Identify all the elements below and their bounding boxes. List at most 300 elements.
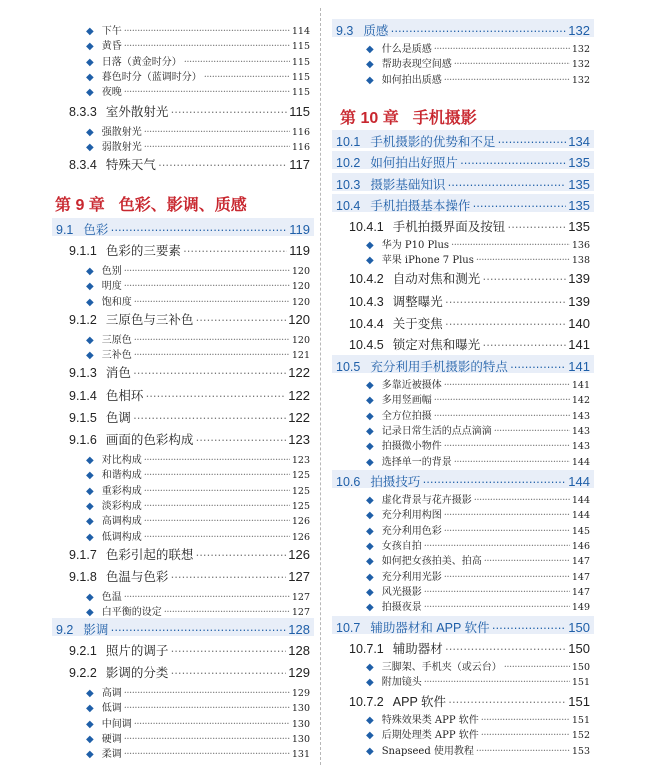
toc-subsection [52, 241, 310, 259]
column-divider [320, 8, 321, 765]
entry-number: 10.7.2 [349, 695, 384, 709]
entry-title: 后期处理类 APP 软件 [381, 730, 479, 742]
leader-dots [134, 335, 290, 345]
leader-dots [444, 380, 570, 390]
entry-number: 9.1.6 [69, 433, 97, 447]
leader-dots [472, 199, 566, 212]
entry-title: 多用竖画幅 [381, 395, 432, 407]
entry-number: 8.3.4 [69, 158, 97, 172]
toc-bullet-item [332, 537, 590, 552]
toc-bullet-item [332, 658, 590, 673]
diamond-bullet-icon: ◆ [86, 71, 94, 83]
page-number: 139 [568, 294, 590, 309]
toc-subsection [52, 663, 310, 681]
entry-title: 附加镜头 [381, 677, 422, 689]
entry-title: 摄影基础知识 [370, 178, 446, 192]
page-number: 151 [571, 715, 590, 726]
page-number: 150 [568, 641, 590, 656]
toc-bullet-item [52, 83, 310, 98]
entry-title: 色彩的三要素 [105, 244, 181, 258]
leader-dots [444, 526, 570, 536]
toc-bullet-item [52, 331, 310, 346]
toc-bullet-item [52, 123, 310, 138]
leader-dots [170, 666, 286, 679]
leader-dots [124, 26, 290, 36]
leader-dots [124, 688, 290, 698]
entry-title: 色温 [101, 592, 122, 603]
page-number: 121 [291, 350, 310, 362]
page-number: 130 [291, 733, 310, 745]
toc-bullet-item [332, 391, 590, 406]
leader-dots [124, 592, 290, 602]
leader-dots [110, 223, 287, 236]
page-number: 147 [571, 571, 590, 583]
entry-title: 华为 P10 Plus [381, 240, 450, 251]
entry-number: 10.4.1 [349, 220, 384, 234]
leader-dots [183, 244, 287, 257]
chapter-title: 手机摄影 [412, 110, 477, 127]
chapter-heading [340, 105, 477, 128]
entry-title: 充分利用色彩 [381, 525, 442, 537]
toc-section [332, 21, 590, 39]
page-number: 135 [568, 155, 590, 170]
entry-title: 暮色时分（蓝调时分） [101, 71, 202, 83]
leader-dots [170, 105, 287, 118]
page-number: 128 [288, 622, 310, 637]
entry-title: 对比构成 [101, 455, 142, 466]
entry-title: 画面的色彩构成 [105, 433, 194, 447]
entry-title: 如何拍出好照片 [370, 156, 458, 170]
entry-number: 10.4.3 [349, 295, 384, 309]
leader-dots [133, 366, 286, 379]
page-number: 142 [571, 395, 590, 407]
leader-dots [124, 266, 290, 276]
leader-dots [424, 541, 570, 551]
page-number: 122 [288, 410, 310, 425]
toc-subsection [332, 639, 590, 657]
toc-bullet-item [332, 407, 590, 422]
toc-subsection [332, 314, 590, 332]
diamond-bullet-icon: ◆ [366, 441, 374, 453]
entry-title: 拍摄技巧 [370, 475, 421, 489]
entry-title: Snapseed 使用教程 [381, 745, 474, 757]
diamond-bullet-icon: ◆ [366, 74, 374, 86]
toc-bullet-item [332, 71, 590, 86]
toc-section [332, 357, 590, 375]
entry-title: 和谐构成 [101, 470, 142, 482]
diamond-bullet-icon: ◆ [366, 240, 374, 251]
entry-title: 高调 [101, 688, 122, 699]
page-number: 132 [568, 23, 590, 38]
diamond-bullet-icon: ◆ [366, 677, 374, 689]
entry-title: 低调构成 [101, 531, 142, 543]
toc-subsection [52, 310, 310, 328]
entry-title: 三原色与三补色 [105, 313, 194, 327]
page-number: 115 [291, 56, 310, 68]
leader-dots [448, 695, 566, 708]
leader-dots [444, 441, 570, 451]
toc-section [332, 472, 590, 490]
entry-title: 手机拍摄界面及按钮 [392, 220, 506, 234]
diamond-bullet-icon: ◆ [366, 410, 374, 422]
toc-bullet-item [52, 528, 310, 543]
entry-title: 三原色 [101, 335, 132, 346]
diamond-bullet-icon: ◆ [366, 44, 374, 55]
leader-dots [492, 621, 567, 634]
diamond-bullet-icon: ◆ [86, 531, 94, 543]
leader-dots [444, 572, 570, 582]
page-number: 138 [571, 255, 590, 267]
leader-dots [144, 532, 290, 542]
leader-dots [476, 255, 570, 265]
leader-dots [454, 457, 570, 467]
diamond-bullet-icon: ◆ [86, 749, 94, 761]
leader-dots [482, 338, 566, 351]
diamond-bullet-icon: ◆ [366, 715, 374, 726]
entry-title: 辅助器材 [392, 642, 443, 656]
diamond-bullet-icon: ◆ [86, 281, 94, 293]
entry-number: 9.1.7 [69, 548, 97, 562]
entry-title: 充分利用构图 [381, 510, 442, 522]
leader-dots [195, 433, 286, 446]
diamond-bullet-icon: ◆ [86, 485, 94, 497]
leader-dots [134, 350, 290, 360]
diamond-bullet-icon: ◆ [86, 296, 94, 308]
page-number: 115 [291, 41, 310, 53]
entry-title: 夜晚 [101, 87, 122, 99]
toc-subsection [332, 269, 590, 287]
entry-title: 关于变焦 [392, 317, 443, 331]
entry-title: 调整曝光 [392, 295, 443, 309]
page-number: 123 [291, 455, 310, 466]
toc-bullet-item [52, 482, 310, 497]
entry-title: 色彩引起的联想 [105, 548, 194, 562]
page-number: 135 [568, 177, 590, 192]
page-number: 115 [291, 71, 310, 83]
page-number: 129 [288, 665, 310, 680]
toc-bullet-item [52, 497, 310, 512]
leader-dots [124, 281, 290, 291]
page-number: 144 [571, 495, 590, 506]
entry-title: 选择单一的背景 [381, 456, 452, 468]
diamond-bullet-icon: ◆ [366, 380, 374, 391]
toc-bullet-item [332, 491, 590, 506]
diamond-bullet-icon: ◆ [86, 41, 94, 53]
toc-subsection [332, 217, 590, 235]
diamond-bullet-icon: ◆ [86, 718, 94, 730]
page-number: 144 [568, 474, 590, 489]
entry-title: 什么是质感 [381, 44, 432, 55]
entry-title: 如何拍出质感 [381, 74, 442, 86]
entry-number: 10.4 [336, 199, 361, 213]
leader-dots [144, 470, 290, 480]
entry-number: 9.2.2 [69, 666, 97, 680]
leader-dots [134, 297, 290, 307]
toc-bullet-item [52, 262, 310, 277]
entry-number: 10.2 [336, 156, 361, 170]
diamond-bullet-icon: ◆ [366, 59, 374, 71]
entry-title: 饱和度 [101, 296, 132, 308]
entry-number: 10.6 [336, 475, 361, 489]
entry-title: 黄昏 [101, 41, 122, 53]
leader-dots [434, 44, 570, 54]
leader-dots [195, 548, 286, 561]
leader-dots [144, 516, 290, 526]
entry-title: 手机拍摄基本操作 [370, 199, 471, 213]
page-number: 123 [288, 432, 310, 447]
diamond-bullet-icon: ◆ [366, 571, 374, 583]
toc-subsection [332, 335, 590, 353]
leader-dots [476, 746, 570, 756]
page-number: 143 [571, 410, 590, 422]
entry-title: 弱散射光 [101, 142, 142, 154]
page-number: 132 [571, 74, 590, 86]
leader-dots [124, 703, 290, 713]
diamond-bullet-icon: ◆ [366, 556, 374, 568]
toc-bullet-item [52, 138, 310, 153]
diamond-bullet-icon: ◆ [86, 516, 94, 528]
page-number: 152 [571, 730, 590, 742]
entry-title: 三补色 [101, 350, 132, 362]
entry-title: 帮助表现空间感 [381, 59, 452, 71]
page-number: 126 [288, 547, 310, 562]
leader-dots [481, 730, 570, 740]
toc-bullet-item [52, 22, 310, 37]
entry-number: 10.4.2 [349, 272, 384, 286]
page-number: 141 [568, 359, 590, 374]
chapter-heading [55, 192, 247, 215]
leader-dots [124, 734, 290, 744]
toc-subsection [332, 692, 590, 710]
entry-title: 重彩构成 [101, 485, 142, 497]
toc-bullet-item [52, 603, 310, 618]
diamond-bullet-icon: ◆ [366, 425, 374, 437]
entry-number: 9.3 [336, 24, 354, 38]
page-number: 141 [568, 337, 590, 352]
entry-title: 消色 [105, 366, 131, 380]
toc-section [52, 620, 310, 638]
page-number: 147 [571, 556, 590, 568]
toc-bullet-item [332, 583, 590, 598]
page-number: 116 [291, 127, 310, 138]
page-number: 144 [571, 456, 590, 468]
chapter-title: 色彩、影调、质感 [118, 197, 247, 214]
entry-number: 10.1 [336, 135, 361, 149]
leader-dots [424, 602, 570, 612]
diamond-bullet-icon: ◆ [86, 592, 94, 603]
entry-title: 记录日常生活的点点滴滴 [381, 425, 492, 437]
leader-dots [164, 607, 290, 617]
leader-dots [124, 41, 290, 51]
entry-title: 影调的分类 [105, 666, 169, 680]
entry-number: 9.1.3 [69, 366, 97, 380]
diamond-bullet-icon: ◆ [86, 455, 94, 466]
entry-title: 多靠近被摄体 [381, 380, 442, 391]
leader-dots [145, 389, 286, 402]
toc-bullet-item [52, 684, 310, 699]
entry-title: 自动对焦和测光 [392, 272, 481, 286]
entry-title: 强散射光 [101, 127, 142, 138]
toc-subsection [52, 386, 310, 404]
entry-title: 三脚架、手机夹（或云台） [381, 662, 502, 673]
leader-dots [484, 556, 570, 566]
page-number: 135 [568, 198, 590, 213]
diamond-bullet-icon: ◆ [86, 266, 94, 277]
page-number: 127 [291, 592, 310, 603]
page-number: 147 [571, 586, 590, 598]
toc-bullet-item [52, 293, 310, 308]
leader-dots [424, 587, 570, 597]
leader-dots [124, 749, 290, 759]
toc-bullet-item [332, 568, 590, 583]
toc-bullet-item [332, 598, 590, 613]
diamond-bullet-icon: ◆ [366, 255, 374, 267]
toc-section [332, 153, 590, 171]
diamond-bullet-icon: ◆ [366, 602, 374, 614]
leader-dots [454, 59, 570, 69]
entry-title: 影调 [83, 623, 109, 637]
diamond-bullet-icon: ◆ [86, 142, 94, 154]
leader-dots [434, 395, 570, 405]
entry-title: 色别 [101, 266, 122, 277]
toc-subsection [52, 545, 310, 563]
entry-number: 10.5 [336, 360, 361, 374]
entry-title: 苹果 iPhone 7 Plus [381, 255, 474, 267]
entry-title: 质感 [363, 24, 389, 38]
entry-number: 9.1.1 [69, 244, 97, 258]
toc-bullet-item [52, 346, 310, 361]
entry-title: 色彩 [83, 223, 109, 237]
entry-title: 白平衡的设定 [101, 607, 162, 619]
chapter-number: 第 9 章 [55, 197, 105, 214]
toc-subsection [52, 567, 310, 585]
entry-title: 全方位拍摄 [381, 410, 432, 422]
leader-dots [504, 662, 570, 672]
toc-subsection [332, 292, 590, 310]
leader-dots [445, 317, 567, 330]
diamond-bullet-icon: ◆ [86, 607, 94, 619]
toc-bullet-item [52, 512, 310, 527]
leader-dots [110, 623, 286, 636]
diamond-bullet-icon: ◆ [366, 495, 374, 506]
diamond-bullet-icon: ◆ [86, 350, 94, 362]
leader-dots [170, 570, 286, 583]
toc-bullet-item [332, 742, 590, 757]
diamond-bullet-icon: ◆ [86, 688, 94, 699]
page-number: 125 [291, 485, 310, 497]
page-number: 146 [571, 540, 590, 552]
leader-dots [204, 72, 290, 82]
diamond-bullet-icon: ◆ [366, 456, 374, 468]
leader-dots [144, 455, 290, 465]
entry-title: 照片的调子 [105, 644, 169, 658]
page-number: 130 [291, 718, 310, 730]
toc-bullet-item [52, 699, 310, 714]
toc-section [332, 132, 590, 150]
toc-subsection [52, 430, 310, 448]
toc-section [332, 196, 590, 214]
entry-number: 10.7 [336, 621, 361, 635]
page-number: 125 [291, 470, 310, 482]
leader-dots [481, 715, 570, 725]
page-number: 153 [571, 745, 590, 757]
entry-title: 低调 [101, 703, 122, 715]
diamond-bullet-icon: ◆ [366, 662, 374, 673]
entry-title: 充分利用光影 [381, 571, 442, 583]
leader-dots [422, 475, 566, 488]
entry-title: 充分利用手机摄影的特点 [370, 360, 508, 374]
leader-dots [144, 142, 290, 152]
page-number: 115 [289, 104, 310, 119]
diamond-bullet-icon: ◆ [86, 703, 94, 715]
leader-dots [158, 158, 287, 171]
diamond-bullet-icon: ◆ [86, 26, 94, 37]
toc-subsection [52, 363, 310, 381]
entry-number: 10.3 [336, 178, 361, 192]
leader-dots [134, 719, 290, 729]
leader-dots [424, 677, 570, 687]
page-number: 134 [568, 134, 590, 149]
toc-bullet-item [52, 715, 310, 730]
toc-bullet-item [52, 277, 310, 292]
leader-dots [482, 272, 566, 285]
entry-title: 手机摄影的优势和不足 [370, 135, 496, 149]
entry-title: 色相环 [105, 389, 144, 403]
entry-title: 女孩自拍 [381, 540, 422, 552]
toc-bullet-item [332, 422, 590, 437]
entry-number: 10.4.5 [349, 338, 384, 352]
leader-dots [507, 220, 566, 233]
page-number: 127 [291, 607, 310, 619]
entry-title: 明度 [101, 281, 122, 293]
page-number: 132 [571, 44, 590, 55]
entry-title: 辅助器材和 APP 软件 [370, 621, 490, 635]
page-number: 120 [291, 296, 310, 308]
page-number: 122 [288, 388, 310, 403]
diamond-bullet-icon: ◆ [86, 87, 94, 99]
toc-bullet-item [332, 673, 590, 688]
entry-title: 拍摄夜景 [381, 602, 422, 614]
page-number: 129 [291, 688, 310, 699]
page-number: 150 [568, 620, 590, 635]
page-number: 120 [291, 266, 310, 277]
page-number: 119 [289, 222, 310, 237]
toc-subsection [52, 102, 310, 120]
entry-number: 10.4.4 [349, 317, 384, 331]
toc-bullet-item [332, 711, 590, 726]
leader-dots [447, 178, 566, 191]
leader-dots [474, 495, 570, 505]
leader-dots [124, 87, 290, 97]
entry-title: 色温与色彩 [105, 570, 169, 584]
entry-title: 硬调 [101, 733, 122, 745]
page-number: 125 [291, 500, 310, 512]
entry-number: 10.7.1 [349, 642, 384, 656]
toc-bullet-item [332, 55, 590, 70]
entry-title: 风光摄影 [381, 586, 422, 598]
page-number: 128 [288, 643, 310, 658]
page-number: 139 [568, 271, 590, 286]
entry-title: 如何把女孩拍美、拍高 [381, 556, 482, 568]
page-number: 117 [289, 157, 310, 172]
leader-dots [445, 642, 567, 655]
toc-section [332, 618, 590, 636]
toc-bullet-item [52, 466, 310, 481]
page-number: 130 [291, 703, 310, 715]
leader-dots [133, 411, 286, 424]
page-number: 143 [571, 425, 590, 437]
leader-dots [494, 426, 570, 436]
